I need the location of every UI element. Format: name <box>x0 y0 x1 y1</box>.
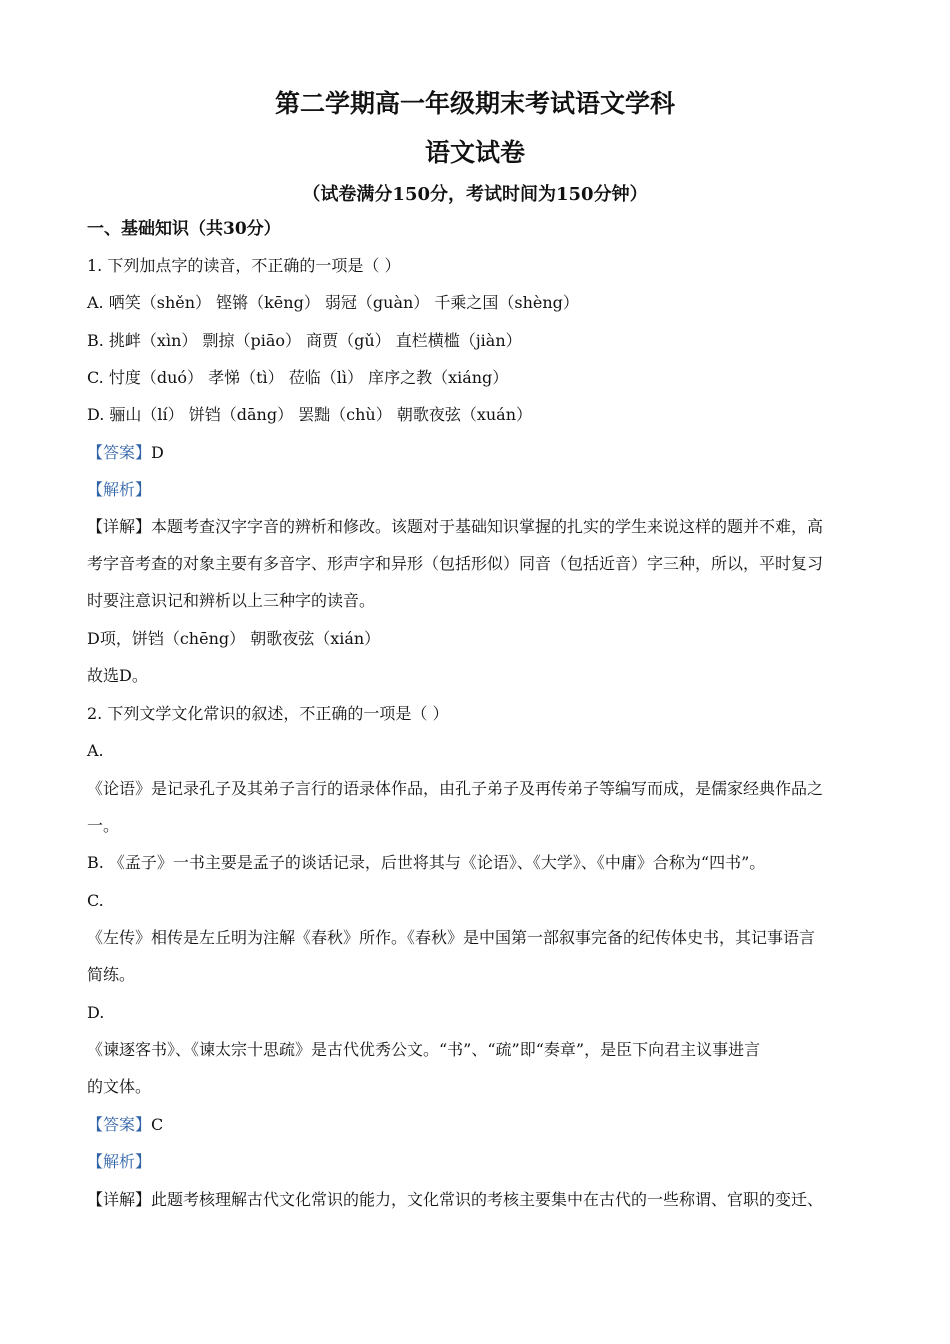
page-title: 第二学期高一年级期末考试语文学科 <box>274 89 675 118</box>
q1-option-d: D. 骊山（lí） 饼铛（dāng） 罢黜（chù） 朝歌夜弦（xuán） <box>87 405 532 424</box>
q2-option-a-label: A. <box>87 741 104 760</box>
q2-option-a-text: 《论语》是记录孔子及其弟子言行的语录体作品，由孔子弟子及再传弟子等编写而成，是儒家经典作品之 <box>87 779 824 798</box>
q1-detail-line: D项，饼铛（chēng） 朝歌夜弦（xián） <box>87 629 381 648</box>
q2-option-c-text: 简练。 <box>87 965 136 984</box>
q2-option-d-label: D. <box>87 1003 105 1022</box>
q2-stem: 2. 下列文学文化常识的叙述，不正确的一项是（ ） <box>87 704 449 723</box>
q2-option-c-label: C. <box>87 891 104 910</box>
q1-option-b: B. 挑衅（xìn） 剽掠（piāo） 商贾（gǔ） 直栏横槛（jiàn） <box>87 331 522 350</box>
q2-detail-line: 【详解】此题考核理解古代文化常识的能力，文化常识的考核主要集中在古代的一些称谓、官职的变迁、 <box>87 1190 824 1209</box>
q2-option-d-text: 《谏逐客书》、《谏太宗十思疏》是古代优秀公文。“书”、“疏”即“奏章”，是臣下向君主议事进言 <box>87 1040 761 1059</box>
q2-option-b: B. 《孟子》一书主要是孟子的谈话记录，后世将其与《论语》、《大学》、《中庸》合称为“四书”。 <box>87 853 766 872</box>
answer-value: C <box>151 1115 164 1134</box>
q1-analysis-tag: 【解析】 <box>87 480 152 499</box>
q1-detail-line: 【详解】本题考查汉字字音的辨析和修改。该题对于基础知识掌握的扎实的学生来说这样的题并不难，高 <box>87 517 824 536</box>
section-heading: 一、基础知识（共30分） <box>87 219 281 239</box>
q1-detail-line: 故选D。 <box>87 666 148 685</box>
q2-option-c-text: 《左传》相传是左丘明为注解《春秋》所作。《春秋》是中国第一部叙事完备的纪传体史书，其记事语言 <box>87 928 816 947</box>
answer-tag: 【答案】 <box>87 443 152 462</box>
page-subtitle: 语文试卷 <box>424 138 525 167</box>
q1-option-c: C. 忖度（duó） 孝悌（tì） 莅临（lì） 庠序之教（xiáng） <box>87 368 509 387</box>
q1-stem: 1. 下列加点字的读音，不正确的一项是（ ） <box>87 256 401 275</box>
q1-detail-line: 考字音考查的对象主要有多音字、形声字和异形（包括形似）同音（包括近音）字三种，所以，平时复习 <box>87 554 824 573</box>
q2-option-d-text: 的文体。 <box>87 1077 152 1096</box>
q1-option-a: A. 哂笑（shěn） 铿锵（kēng） 弱冠（guàn） 千乘之国（shèng） <box>87 293 579 312</box>
answer-tag: 【答案】 <box>87 1115 152 1134</box>
exam-note: （试卷满分150分，考试时间为150分钟） <box>302 184 648 205</box>
q2-option-a-text: 一。 <box>87 816 120 835</box>
answer-value: D <box>151 443 164 462</box>
q2-answer <box>87 1114 163 1136</box>
q1-answer <box>87 442 164 464</box>
q1-detail-line: 时要注意识记和辨析以上三种字的读音。 <box>87 591 376 610</box>
q2-analysis-tag: 【解析】 <box>87 1152 152 1171</box>
